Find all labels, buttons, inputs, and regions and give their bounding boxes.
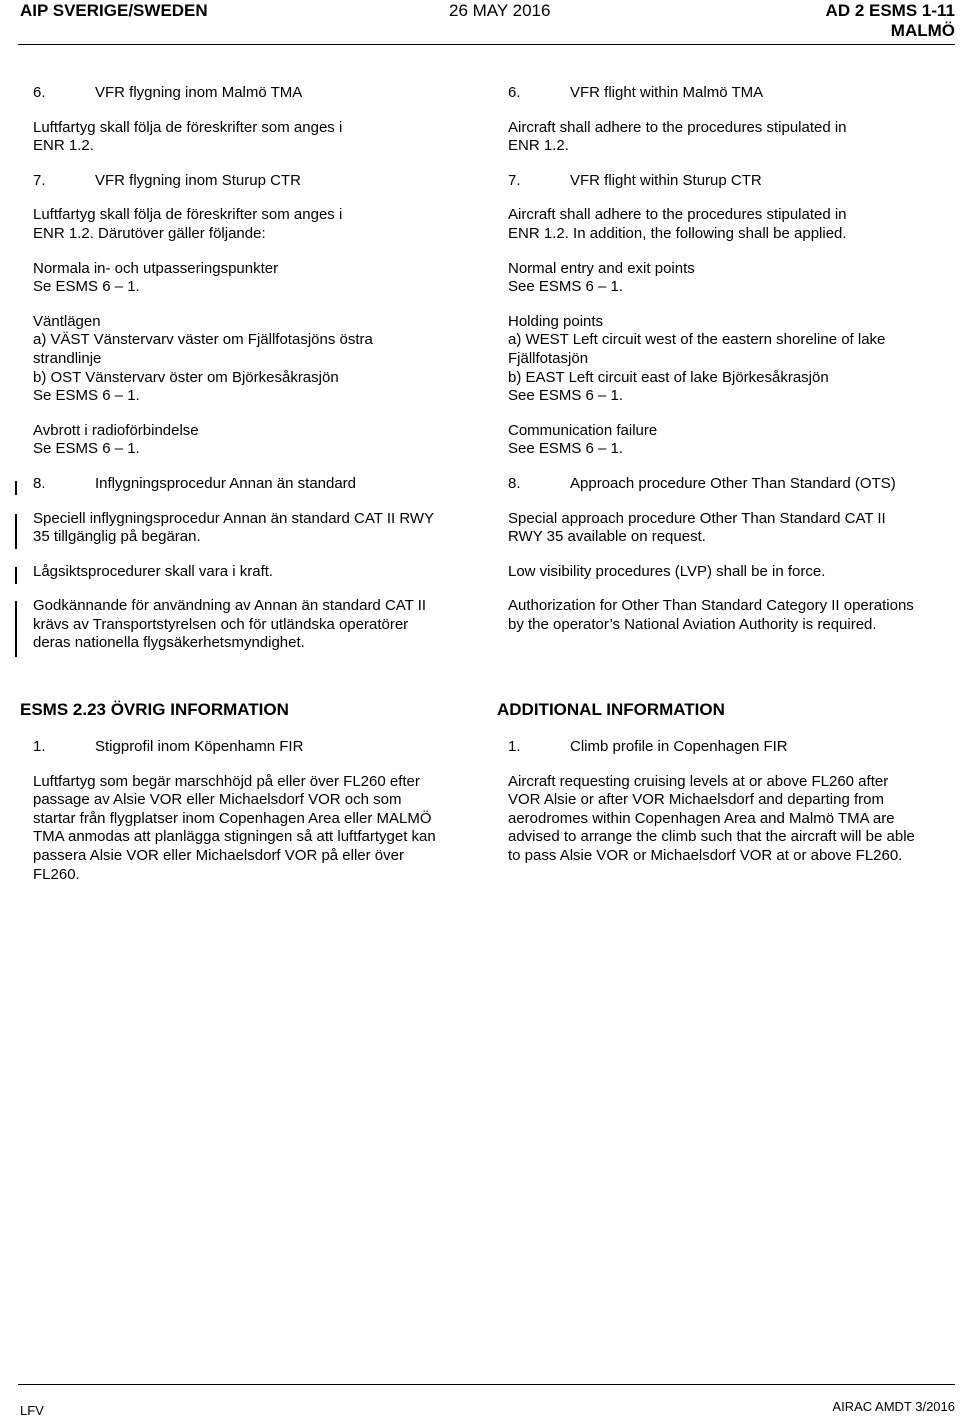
publication-title: AIP SVERIGE/SWEDEN [20,1,208,20]
text-line: ENR 1.2. In addition, the following shall be applied. [508,224,847,242]
aerodrome-name: MALMÖ [890,21,955,40]
english-column [508,84,958,650]
paragraph [508,313,958,406]
paragraph [33,260,485,297]
section-heading [33,475,485,494]
text-line: advised to arrange the climb such that the aircraft will be able [508,828,915,846]
swedish-column-additional [33,738,485,900]
section-heading [508,738,958,757]
text-line: TMA anmodas att planlägga stigningen så att luftfartyget kan [33,828,436,846]
paragraph [508,597,958,634]
change-bar [15,601,17,657]
text-line: Authorization for Other Than Standard Category II operations [508,597,914,615]
section-number: 7. [508,171,521,189]
text-line: deras nationella flygsäkerhetsmyndighet. [33,634,305,652]
page-header [18,0,955,45]
page-number: AD 2 ESMS 1-11 [825,1,955,20]
text-line: ENR 1.2. Därutöver gäller följande: [33,224,266,242]
text-line: See ESMS 6 – 1. [508,387,624,405]
section-title: Stigprofil inom Köpenhamn FIR [95,738,304,755]
publisher: LFV [20,1403,44,1418]
text-line: Speciell inflygningsprocedur Annan än standard CAT II RWY [33,509,435,527]
paragraph [33,510,485,547]
text-line: RWY 35 available on request. [508,528,706,546]
paragraph [508,773,958,866]
text-line: Normala in- och utpasseringspunkter [33,259,279,277]
section-title: VFR flygning inom Malmö TMA [95,84,303,101]
section-number: 1. [508,738,521,755]
section-title: VFR flight within Sturup CTR [570,171,762,189]
change-bar [15,567,17,584]
section-heading-en: ADDITIONAL INFORMATION [497,700,725,719]
text-line: ENR 1.2. [508,137,569,155]
text-line: Aircraft shall adhere to the procedures stipulated in [508,206,847,224]
text-line: b) EAST Left circuit east of lake Björkesåkrasjön [508,368,829,386]
section-heading [508,475,958,494]
swedish-column [33,84,485,669]
text-line: Se ESMS 6 – 1. [33,387,140,405]
text-line: See ESMS 6 – 1. [508,278,624,296]
text-line: aerodromes within Copenhagen Area and Malmö TMA are [508,809,895,827]
paragraph [508,260,958,297]
text-line: Normal entry and exit points [508,259,695,277]
text-line: Luftfartyg skall följa de föreskrifter som anges i [33,206,343,224]
paragraph [508,563,958,582]
text-line: Aircraft requesting cruising levels at or above FL260 after [508,772,889,790]
english-column-additional [508,738,958,882]
section-heading [33,84,485,103]
paragraph [33,206,485,243]
section-number: 8. [33,474,46,492]
section-number: 6. [508,84,521,101]
change-bar [15,481,17,495]
section-number: 7. [33,171,46,189]
page-reference [826,1,955,41]
text-line: Se ESMS 6 – 1. [33,278,140,296]
text-line: strandlinje [33,349,102,367]
paragraph [33,597,485,653]
text-line: Special approach procedure Other Than Standard CAT II [508,509,886,527]
text-line: Aircraft shall adhere to the procedures stipulated in [508,118,847,136]
page-footer [18,1384,955,1418]
section-heading [33,738,485,757]
section-title: Approach procedure Other Than Standard (OTS) [570,474,896,492]
text-line: Luftfartyg som begär marschhöjd på eller över FL260 efter [33,772,420,790]
paragraph [508,206,958,243]
text-line: Communication failure [508,421,658,439]
text-line: Se ESMS 6 – 1. [33,440,140,458]
text-line: Väntlägen [33,312,101,330]
text-line: to pass Alsie VOR or Michaelsdorf VOR at or above FL260. [508,846,903,864]
paragraph [33,563,485,582]
text-line: b) OST Vänstervarv öster om Björkesåkrasjön [33,368,339,386]
text-line: Godkännande för användning av Annan än standard CAT II [33,597,427,615]
text-line: 35 tillgänglig på begäran. [33,528,201,546]
section-title: Climb profile in Copenhagen FIR [570,738,788,755]
amendment-reference: AIRAC AMDT 3/2016 [832,1399,955,1414]
section-number: 6. [33,84,46,101]
section-number: 1. [33,738,46,755]
section-heading [508,84,958,103]
text-line: FL260. [33,865,80,883]
text-line: krävs av Transportstyrelsen och för utländska operatörer [33,615,409,633]
text-line: passage av Alsie VOR eller Michaelsdorf VOR och som [33,791,402,809]
text-line: ENR 1.2. [33,137,94,155]
text-line: Fjällfotasjön [508,349,589,367]
text-line: Holding points [508,312,604,330]
paragraph [508,422,958,459]
paragraph [508,510,958,547]
text-line: a) WEST Left circuit west of the eastern shoreline of lake [508,331,886,349]
paragraph [508,119,958,156]
text-line: a) VÄST Vänstervarv väster om Fjällfotasjöns östra [33,331,373,349]
text-line: VOR Alsie or after VOR Michaelsdorf and departing from [508,791,884,809]
section-title: VFR flygning inom Sturup CTR [95,171,301,189]
section-number: 8. [508,474,521,492]
text-line: startar från flygplatser inom Copenhagen Area eller MALMÖ [33,809,432,827]
section-heading [508,172,958,191]
change-bar [15,514,17,549]
section-heading [33,172,485,191]
paragraph [33,422,485,459]
paragraph [33,313,485,406]
publication-date: 26 MAY 2016 [449,1,551,20]
paragraph [33,773,485,885]
text-line: by the operator’s National Aviation Authority is required. [508,615,877,633]
text-line: Low visibility procedures (LVP) shall be in force. [508,562,826,580]
text-line: Lågsiktsprocedurer skall vara i kraft. [33,562,274,580]
text-line: passera Alsie VOR eller Michaelsdorf VOR på eller över [33,846,404,864]
paragraph [33,119,485,156]
text-line: Luftfartyg skall följa de föreskrifter som anges i [33,118,343,136]
text-line: See ESMS 6 – 1. [508,440,624,458]
text-line: Avbrott i radioförbindelse [33,421,199,439]
section-heading-sv: ESMS 2.23 ÖVRIG INFORMATION [20,700,289,719]
section-title: Inflygningsprocedur Annan än standard [95,474,357,492]
section-title: VFR flight within Malmö TMA [570,84,764,101]
